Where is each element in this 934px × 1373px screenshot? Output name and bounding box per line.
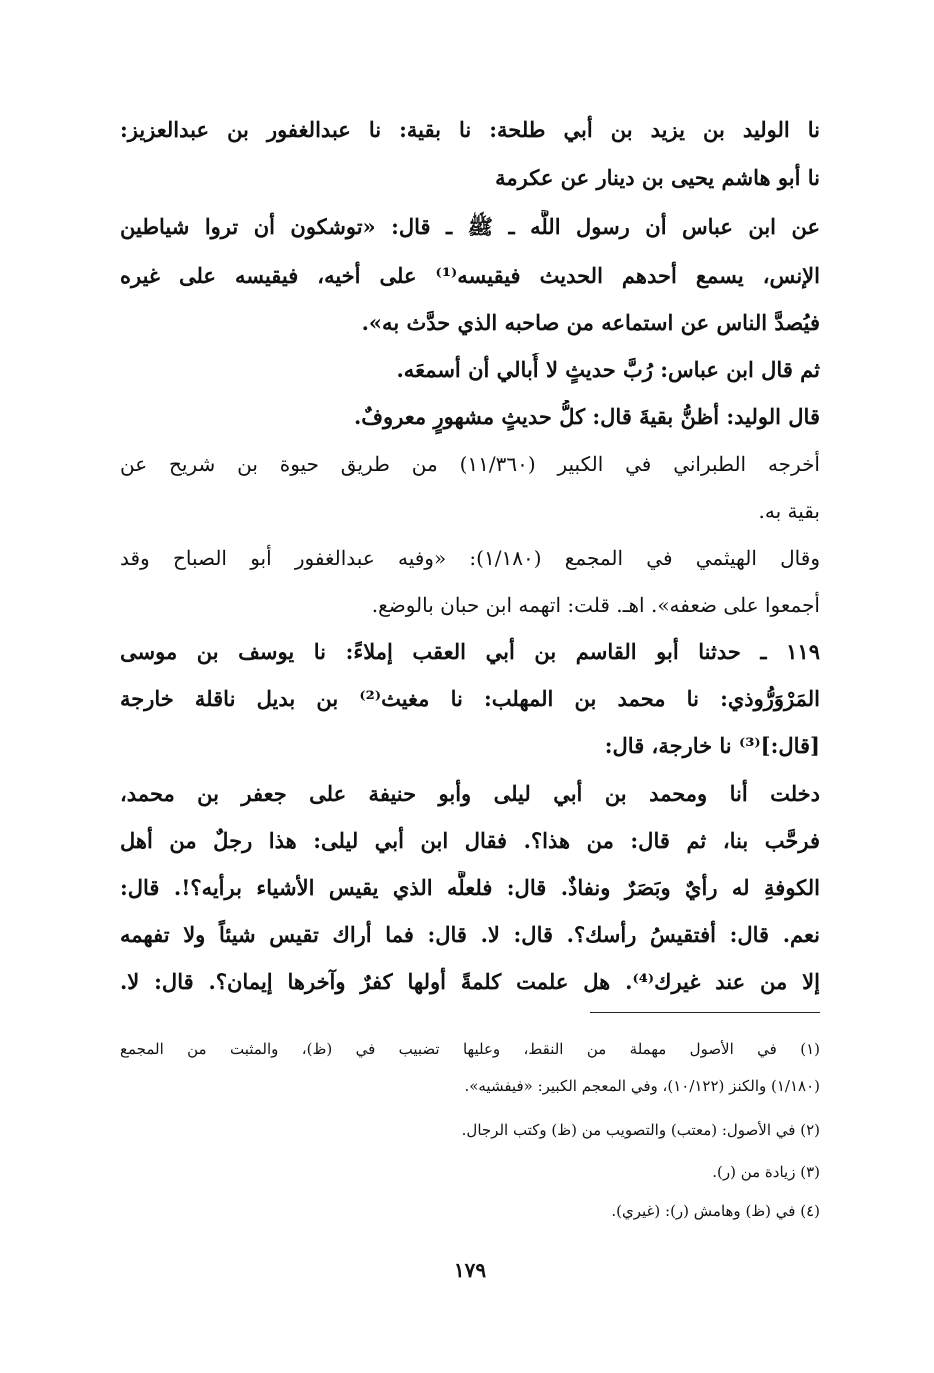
text-line-takhrij: أخرجه الطبراني في الكبير (١١/٣٦٠) من طريق حيوة بن شريح عن [120,452,820,476]
text-line-hadith-end: فيُصدَّ الناس عن استماعه من صاحبه الذي حدَّث به». [361,310,820,335]
text-line-ibn-abbas-saying: ثم قال ابن عباس: رُبَّ حديثٍ لا أُبالي أن أسمعَه. [396,357,820,382]
text-line-narrative: الكوفةِ له رأيٌ وبَصَرٌ ونفاذٌ. قال: فلعلَّه الذي يقيس الأشياء برأيه؟!. قال: [120,875,820,900]
text-line-hadith-119-heading: ١١٩ ـ حدثنا أبو القاسم بن أبي العقب إملاءً: نا يوسف بن موسى [120,639,820,664]
text-line-walid-saying: قال الوليد: أظنُّ بقيةَ قال: كلُّ حديثٍ مشهورٍ معروفٌ. [353,404,820,429]
footnote-3: (٣) زيادة من (ر). [712,1163,820,1181]
text-line-narrative: فرحَّب بنا، ثم قال: من هذا؟. فقال ابن أبي ليلى: هذا رجلٌ من أهل [120,828,820,853]
text-line-haythami: وقال الهيثمي في المجمع (١/١٨٠): «وفيه عبدالغفور أبو الصباح وقد [120,546,820,570]
book-page [120,0,820,1373]
text-line-chain-of-narration-end: [قال:]⁽³⁾ نا خارجة، قال: [604,733,820,758]
text-line-haythami-end: أجمعوا على ضعفه». اهـ. قلت: اتهمه ابن حبان بالوضع. [371,593,820,617]
text-line-chain-of-narration: المَرْوَرُّوذي: نا محمد بن المهلب: نا مغيث⁽²⁾ بن بديل ناقلة خارجة [120,686,820,711]
text-line-hadith: عن ابن عباس أن رسول اللَّه ـ ﷺ ـ قال: «توشكون أن تروا شياطين [120,214,820,239]
text-line-chain-of-narration-end: نا أبو هاشم يحيى بن دينار عن عكرمة [495,165,820,190]
footnote-1: (١) في الأصول مهملة من النقط، وعليها تضبيب في (ظ)، والمثبت من المجمع [120,1040,820,1058]
text-line-narrative: دخلت أنا ومحمد بن أبي ليلى وأبو حنيفة على جعفر بن محمد، [120,781,820,806]
footnote-1-continued: (١/١٨٠) والكنز (١٠/١٢٢)، وفي المعجم الكبير: «فيفشيه». [464,1077,820,1095]
text-line-chain-of-narration: نا الوليد بن يزيد بن أبي طلحة: نا بقية: نا عبدالغفور بن عبدالعزيز: [120,117,820,142]
text-line-hadith: الإنس، يسمع أحدهم الحديث فيقيسه⁽¹⁾ على أخيه، فيقيسه على غيره [120,263,820,288]
footnote-4: (٤) في (ظ) وهامش (ر): (غيري). [611,1202,820,1220]
footnote-2: (٢) في الأصول: (معتب) والتصويب من (ظ) وكتب الرجال. [461,1121,820,1139]
text-line-takhrij-end: بقية به. [758,499,820,523]
text-line-narrative: إلا من عند غيرك⁽⁴⁾. هل علمت كلمةً أولها كفرٌ وآخرها إيمان؟. قال: لا. [120,969,820,994]
page-number: ١٧٩ [453,1258,487,1282]
text-line-narrative: نعم. قال: أفتقيسُ رأسك؟. قال: لا. قال: فما أراك تقيس شيئاً ولا تفهمه [120,922,820,947]
footnote-separator [590,1012,820,1013]
